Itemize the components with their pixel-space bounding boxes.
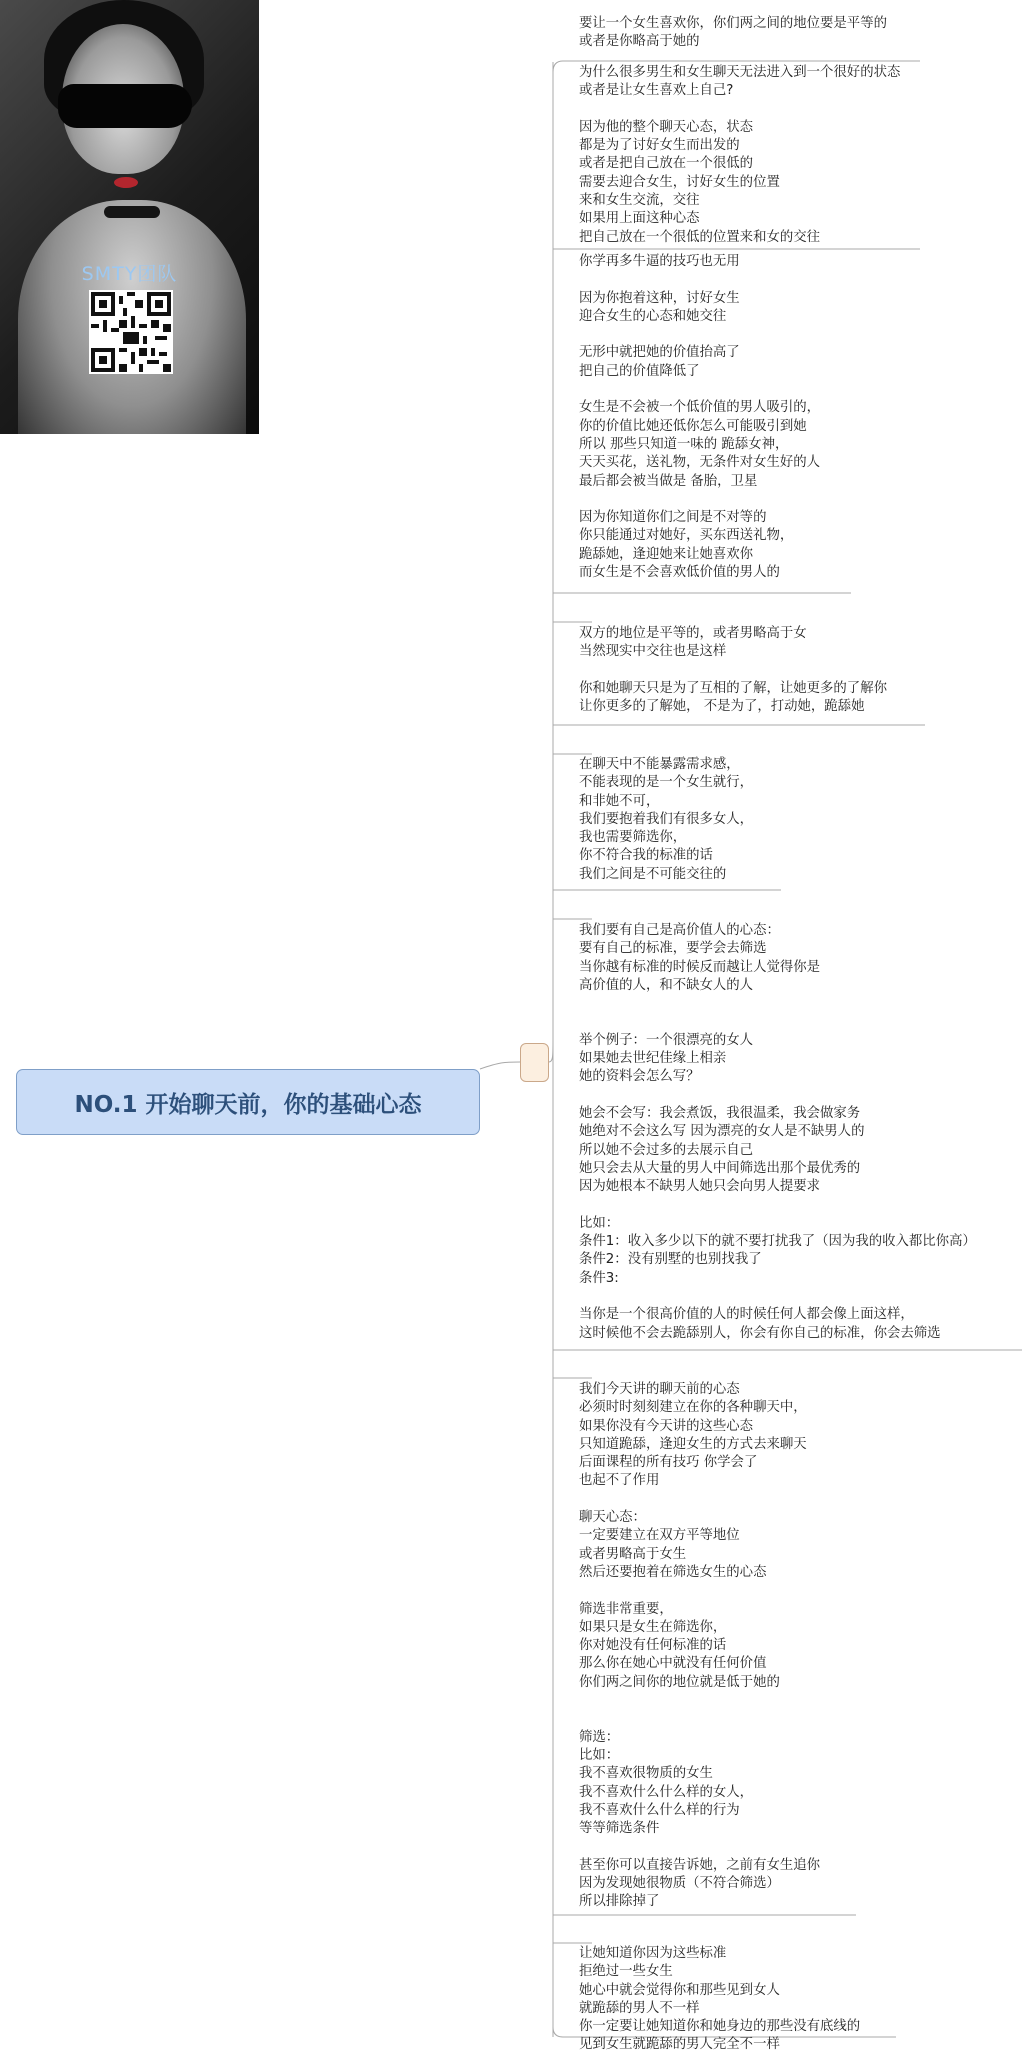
branch-text-4[interactable]: 双方的地位是平等的，或者男略高于女 当然现实中交往也是这样 你和她聊天只是为了互相的了解，让她更多的了解你 让你更多的了解她， 不是为了，打动她，跪舔她 bbox=[579, 626, 887, 715]
root-topic-node[interactable] bbox=[16, 1069, 480, 1135]
branch-text-7[interactable]: 我们今天讲的聊天前的心态 必须时时刻刻建立在你的各种聊天中， 如果你没有今天讲的这些心态 只知道跪舔，逢迎女生的方式去来聊天 后面课程的所有技巧 你学会了 也起不了作用 聊天心态： 一定要建立在双方平等地位 或者男略高于女生 然后还要抱着在筛选女生的心态 筛选非常重要， 如果只是女生在筛选你， 你对她没有任何标准的话 那么你在她心中就没有任何价值 你们两之间你的地位就是低于她的 筛选： 比如： 我不喜欢很物质的女生 我不喜欢什么什么样的女人， 我不喜欢什么什么样的行为 等等筛选条件 甚至你可以直接告诉她，之前有女生追你 因为发现她很物质（不符合筛选） 所以排除掉了 bbox=[579, 1382, 821, 1910]
branch-text-3[interactable]: 你学再多牛逼的技巧也无用 因为你抱着这种，讨好女生 迎合女生的心态和她交往 无形中就把她的价值抬高了 把自己的价值降低了 女生是不会被一个低价值的男人吸引的， 你的价值比她还低你怎么可能吸引到她 所以 那些只知道一味的 跪舔女神， 天天买花，送礼物，无条件对女生好的人 最后都会被当做是 备胎，卫星 因为你知道你们之间是不对等的 你只能通过对她好，买东西送礼物， 跪舔她，逢迎她来让她喜欢你 而女生是不会喜欢低价值的男人的 bbox=[579, 254, 821, 581]
branch-text-6[interactable]: 我们要有自己是高价值人的心态： 要有自己的标准，要学会去筛选 当你越有标准的时候反而越让人觉得你是 高价值的人，和不缺女人的人 举个例子：一个很漂亮的女人 如果她去世纪佳缘上相亲 她的资料会怎么写？ 她会不会写：我会煮饭，我很温柔，我会做家务 她绝对不会这么写 因为漂亮的女人是不缺男人的 所以她不会过多的去展示自己 她只会去从大量的男人中间筛选出那个最优秀的 因为她根本不缺男人她只会向男人提要求 比如： 条件1：收入多少以下的就不要打扰我了（因为我的收入都比你高） 条件2：没有别墅的也别找我了 条件3: 当你是一个很高价值的人的时候任何人都会像上面这样， 这时候他不会去跪舔别人，你会有你自己的标准，你会去筛选 bbox=[579, 923, 976, 1341]
branch-text-8[interactable]: 让她知道你因为这些标准 拒绝过一些女生 她心中就会觉得你和那些见到女人 就跪舔的男人不一样 你一定要让她知道你和她身边的那些没有底线的 见到女生就跪舔的男人完全不一样 bbox=[579, 1946, 861, 2053]
branch-text-2[interactable]: 为什么很多男生和女生聊天无法进入到一个很好的状态 或者是让女生喜欢上自己? 因为他的整个聊天心态，状态 都是为了讨好女生而出发的 或者是把自己放在一个很低的 需要去迎合女生，讨好女生的位置 来和女生交流，交往 如果用上面这种心态 把自己放在一个很低的位置来和女的交往 bbox=[579, 65, 901, 245]
root-topic-label: NO.1 开始聊天前，你的基础心态 bbox=[74, 1091, 422, 1118]
hub-trunk-connector bbox=[549, 1040, 553, 1062]
root-to-hub-connector bbox=[480, 1062, 520, 1069]
branch-text-1[interactable]: 要让一个女生喜欢你，你们两之间的地位要是平等的 或者是你略高于她的 bbox=[579, 16, 887, 50]
hub-node[interactable] bbox=[520, 1043, 549, 1082]
branch-text-5[interactable]: 在聊天中不能暴露需求感， 不能表现的是一个女生就行， 和非她不可， 我们要抱着我们有很多女人， 我也需要筛选你， 你不符合我的标准的话 我们之间是不可能交往的 bbox=[579, 757, 754, 882]
brand-label: SMTY团队 bbox=[81, 263, 178, 285]
